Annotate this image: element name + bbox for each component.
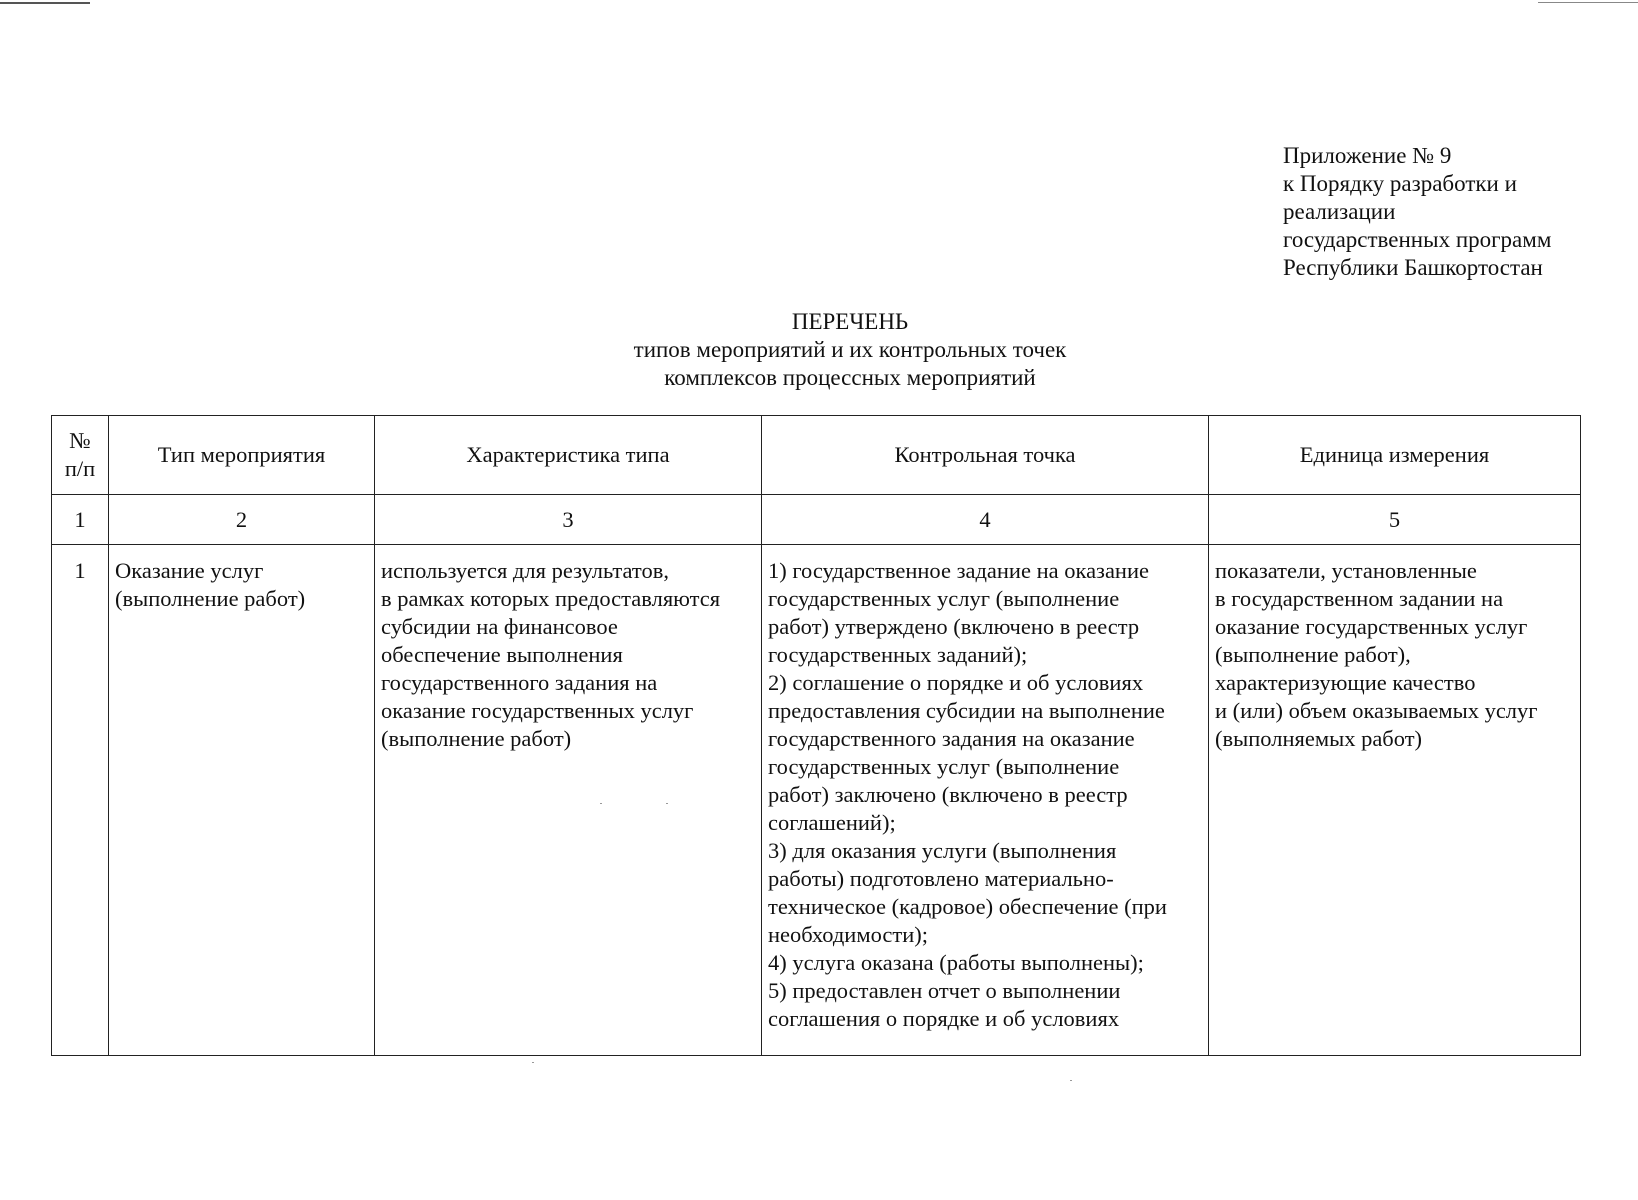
annex-line: к Порядку разработки и	[1283, 171, 1517, 196]
cell-line: необходимости);	[768, 922, 929, 947]
column-number: 1	[52, 495, 109, 545]
cell-line: (выполнение работ)	[381, 726, 572, 751]
annex-line: реализации	[1283, 199, 1396, 224]
cell-line: государственных услуг (выполнение	[768, 586, 1120, 611]
cell-characteristic	[375, 545, 762, 1056]
cell-line: обеспечение выполнения	[381, 642, 623, 667]
column-number-row	[52, 495, 1581, 545]
cell-line: 2) соглашение о порядке и об условиях	[768, 670, 1144, 695]
activities-table	[51, 415, 1581, 1056]
column-number: 5	[1209, 495, 1581, 545]
column-number: 2	[109, 495, 375, 545]
header-unit: Единица измерения	[1209, 416, 1581, 495]
cell-line: государственных услуг (выполнение	[768, 754, 1120, 779]
cell-line: показатели, установленные	[1215, 558, 1477, 583]
cell-checkpoint	[762, 545, 1209, 1056]
scan-edge-mark-left	[0, 2, 90, 4]
cell-line: в государственном задании на	[1215, 586, 1504, 611]
annex-line: Приложение № 9	[1283, 143, 1452, 168]
table-header-row	[52, 416, 1581, 495]
document-subtitle-line: типов мероприятий и их контрольных точек	[633, 337, 1067, 362]
document-title: ПЕРЕЧЕНЬ	[791, 309, 909, 334]
cell-type	[109, 545, 375, 1056]
cell-line: предоставления субсидии на выполнение	[768, 698, 1165, 723]
table-row	[52, 545, 1581, 1056]
document-heading	[0, 308, 1638, 392]
cell-line: в рамках которых предоставляются	[381, 586, 721, 611]
scan-speck	[600, 803, 602, 804]
cell-line: соглашений);	[768, 810, 896, 835]
scan-speck	[1070, 1080, 1072, 1081]
cell-line: (выполнение работ),	[1215, 642, 1411, 667]
header-number: № п/п	[52, 416, 109, 495]
cell-line: 3) для оказания услуги (выполнения	[768, 838, 1117, 863]
header-type: Тип мероприятия	[109, 416, 375, 495]
cell-line: работы) подготовлено материально-	[768, 866, 1114, 891]
scan-speck	[666, 803, 668, 804]
cell-line: 1) государственное задание на оказание	[768, 558, 1149, 583]
cell-line: оказание государственных услуг	[381, 698, 694, 723]
cell-line: работ) утверждено (включено в реестр	[768, 614, 1140, 639]
cell-line: соглашения о порядке и об условиях	[768, 1006, 1120, 1031]
cell-line: субсидии на финансовое	[381, 614, 618, 639]
header-characteristic: Характеристика типа	[375, 416, 762, 495]
cell-line: государственного задания на	[381, 670, 658, 695]
annex-line: Республики Башкортостан	[1283, 255, 1543, 280]
column-number: 3	[375, 495, 762, 545]
document-subtitle-line: комплексов процессных мероприятий	[664, 365, 1036, 390]
cell-line: характеризующие качество	[1215, 670, 1476, 695]
cell-line: техническое (кадровое) обеспечение (при	[768, 894, 1167, 919]
scan-edge-mark-right	[1538, 2, 1638, 3]
cell-unit	[1209, 545, 1581, 1056]
annex-line: государственных программ	[1283, 227, 1552, 252]
cell-line: государственного задания на оказание	[768, 726, 1135, 751]
cell-line: оказание государственных услуг	[1215, 614, 1528, 639]
cell-line: 4) услуга оказана (работы выполнены);	[768, 950, 1144, 975]
cell-line: работ) заключено (включено в реестр	[768, 782, 1128, 807]
header-checkpoint: Контрольная точка	[762, 416, 1209, 495]
scan-speck	[532, 1062, 534, 1063]
annex-note	[1283, 142, 1603, 282]
cell-line: государственных заданий);	[768, 642, 1028, 667]
column-number: 4	[762, 495, 1209, 545]
cell-line: используется для результатов,	[381, 558, 669, 583]
cell-line: Оказание услуг	[115, 558, 264, 583]
row-number: 1	[52, 545, 109, 1056]
cell-line: 5) предоставлен отчет о выполнении	[768, 978, 1121, 1003]
cell-line: (выполняемых работ)	[1215, 726, 1423, 751]
cell-line: и (или) объем оказываемых услуг	[1215, 698, 1538, 723]
cell-line: (выполнение работ)	[115, 586, 306, 611]
